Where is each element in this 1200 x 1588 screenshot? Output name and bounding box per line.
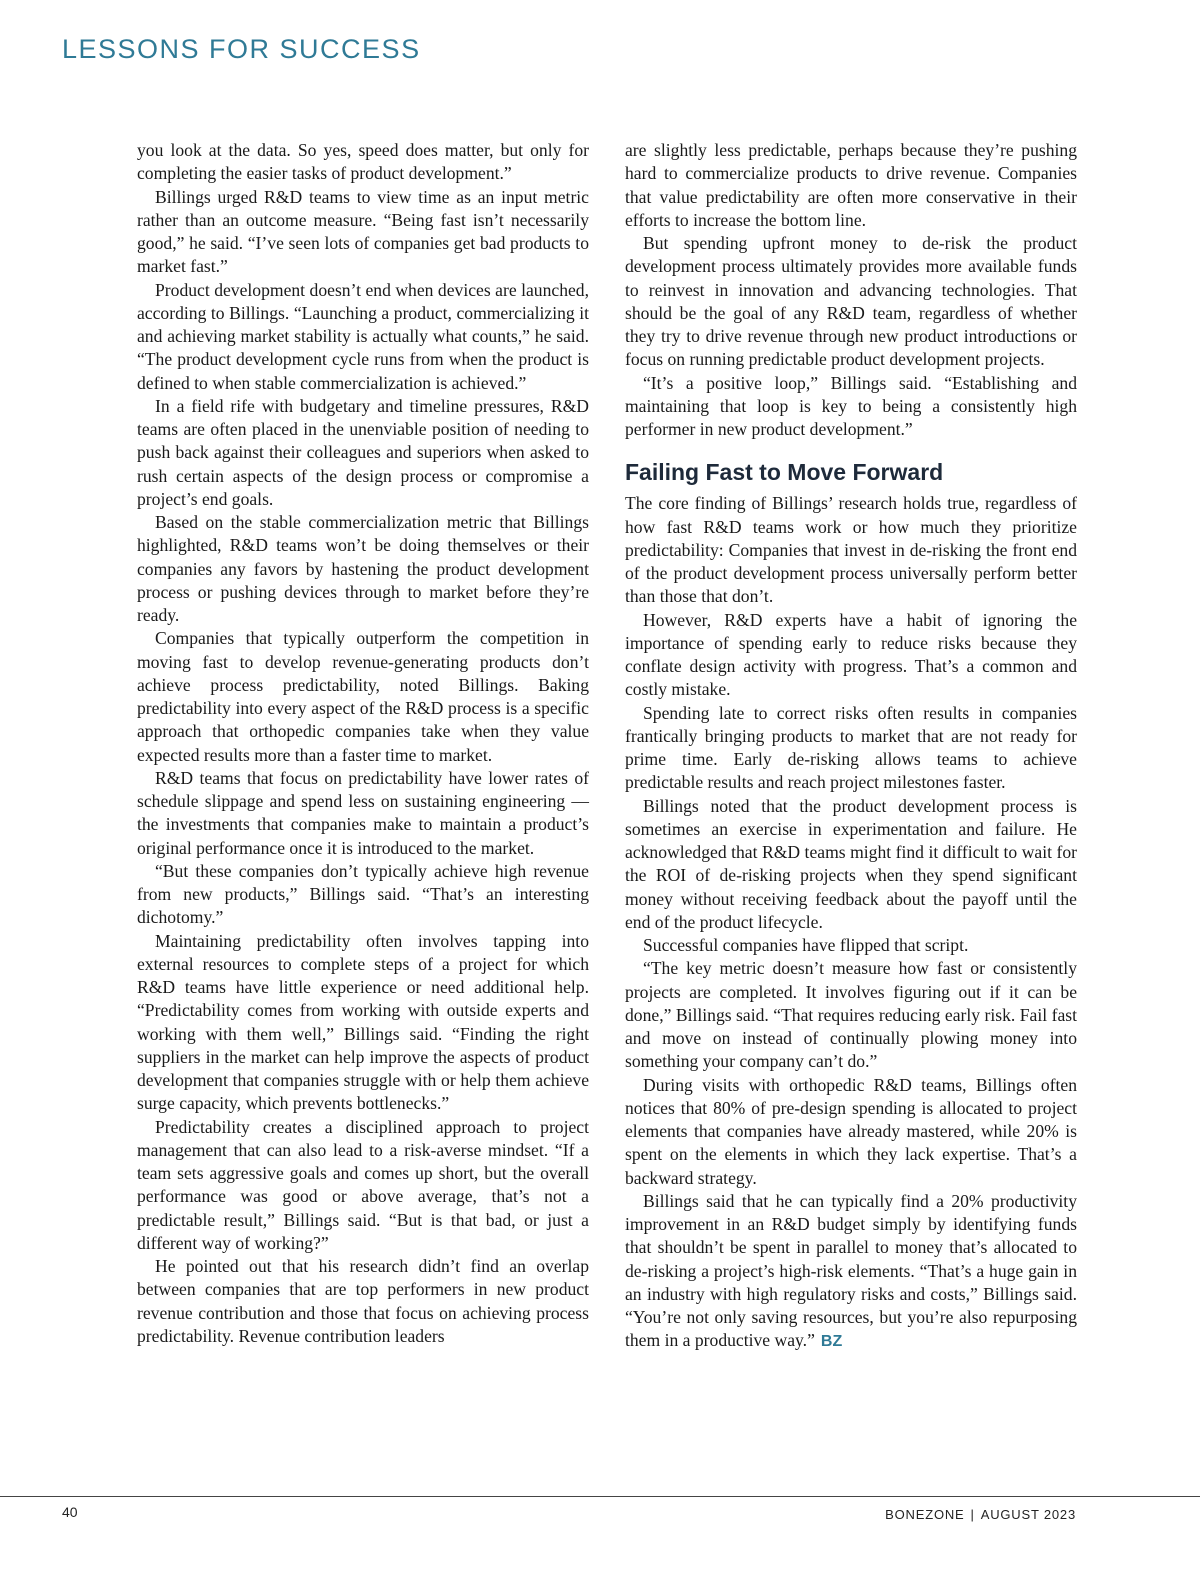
paragraph: Based on the stable commercialization metric that Billings highlighted, R&D teams won’t be doing themselves or their companies any favors by hastening the product development process or pushing devices through to market before they’re ready. — [137, 512, 589, 625]
issue-date: AUGUST 2023 — [980, 1507, 1076, 1522]
article-column-right — [625, 139, 1077, 1354]
page-number: 40 — [62, 1504, 78, 1520]
paragraph: Billings urged R&D teams to view time as an input metric rather than an outcome measure. “Being fast isn’t necessarily good,” he said. “I’ve seen lots of companies get bad products to market fast.” — [137, 186, 589, 277]
footer-divider — [0, 1496, 1200, 1497]
final-paragraph-text: Billings said that he can typically find a 20% productivity improvement in an R&D budget simply by identifying funds that shouldn’t be spent in parallel to money that’s allocated to de-risking a project’s high-risk elements. “That’s a huge gain in an industry with high regulatory risks and costs,” Billings said. “You’re not only saving resources, but you’re also repurposing them in a productive way.” — [625, 1190, 1077, 1351]
paragraph: you look at the data. So yes, speed does matter, but only for completing the easier tasks of product development.” — [137, 140, 589, 184]
paragraph: Billings noted that the product development process is sometimes an exercise in experimentation and failure. He acknowledged that R&D teams might find it difficult to wait for the ROI of de-risking projects when they spend significant money without receiving feedback about the payoff until the end of the product lifecycle. — [625, 795, 1077, 932]
section-label: LESSONS FOR SUCCESS — [62, 34, 421, 64]
paragraph: Spending late to correct risks often results in companies frantically bringing products to market that are not ready for prime time. Early de-risking allows teams to achieve predictable results and reach project milestones faster. — [625, 702, 1077, 793]
paragraph: But spending upfront money to de-risk the product development process ultimately provides more available funds to reinvest in innovation and advancing technologies. That should be the goal of any R&D team, regardless of whether they try to drive revenue through new product introductions or focus on running predictable product development projects. — [625, 233, 1077, 370]
paragraph: “The key metric doesn’t measure how fast or consistently projects are completed. It involves figuring out if it can be done,” Billings said. “That requires reducing early risk. Fail fast and move on instead of continually plowing money into something your company can’t do.” — [625, 958, 1077, 1072]
paragraph: Companies that typically outperform the competition in moving fast to develop revenue-generating products don’t achieve process predictability, noted Billings. Baking predictability into every aspect of the R&D process is a specific approach that orthopedic companies take when they value expected results more than a faster time to market. — [137, 628, 589, 765]
publication-name: BONEZONE — [885, 1507, 965, 1522]
paragraph: However, R&D experts have a habit of ignoring the importance of spending early to reduce risks because they conflate design activity with progress. That’s a common and costly mistake. — [625, 609, 1077, 700]
footer-separator: | — [970, 1507, 975, 1522]
paragraph: “It’s a positive loop,” Billings said. “Establishing and maintaining that loop is key to being a consistently high performer in new product development.” — [625, 372, 1077, 439]
paragraph: In a field rife with budgetary and timeline pressures, R&D teams are often placed in the unenviable position of needing to push back against their colleagues and superiors when asked to rush certain aspects of the design process or compromise a project’s end goals. — [137, 395, 589, 509]
section-subheading: Failing Fast to Move Forward — [625, 459, 944, 486]
footer-publication-info — [885, 1507, 1076, 1522]
paragraph: Predictability creates a disciplined approach to project management that can also lead to a risk-averse mindset. “If a team sets aggressive goals and comes up short, but the overall performance was good or above average, that’s not a predictable result,” Billings said. “But is that bad, or just a different way of working?” — [137, 1116, 589, 1253]
paragraph: Maintaining predictability often involves tapping into external resources to complete steps of a project for which R&D teams have little experience or need additional help. “Predictability comes from working with outside experts and working with them well,” Billings said. “Finding the right suppliers in the market can help improve the aspects of product development that companies struggle with or help them achieve surge capacity, which prevents bottlenecks.” — [137, 930, 589, 1114]
paragraph: are slightly less predictable, perhaps because they’re pushing hard to commercialize products to drive revenue. Companies that value predictability are often more conservative in their efforts to increase the bottom line. — [625, 140, 1077, 230]
paragraph: Successful companies have flipped that script. — [643, 935, 969, 955]
paragraph: During visits with orthopedic R&D teams, Billings often notices that 80% of pre-design spending is allocated to project elements that companies have already mastered, while 20% is spent on the elements in which they lack expertise. That’s a backward strategy. — [625, 1074, 1077, 1188]
paragraph: “But these companies don’t typically achieve high revenue from new products,” Billings said. “That’s an interesting dichotomy.” — [137, 860, 589, 928]
paragraph: Product development doesn’t end when devices are launched, according to Billings. “Launching a product, commercializing it and achieving market stability is actually what counts,” he said. “The product development cycle runs from when the product is defined to when stable commercialization is achieved.” — [137, 279, 589, 393]
paragraph: R&D teams that focus on predictability have lower rates of schedule slippage and spend less on sustaining engineering — the investments that companies make to maintain a product’s original performance once it is introduced to the market. — [137, 767, 589, 858]
final-paragraph — [625, 1190, 1077, 1354]
article-column-left — [137, 139, 589, 1348]
paragraph: The core finding of Billings’ research holds true, regardless of how fast R&D teams work or how much they prioritize predictability: Companies that invest in de-risking the front end of the product development process universally perform better than those that don’t. — [625, 493, 1077, 607]
paragraph: He pointed out that his research didn’t find an overlap between companies that are top performers in new product revenue contribution and those that focus on achieving process predictability. Revenue contribution leaders — [137, 1256, 589, 1346]
end-mark: BZ — [820, 1333, 843, 1351]
